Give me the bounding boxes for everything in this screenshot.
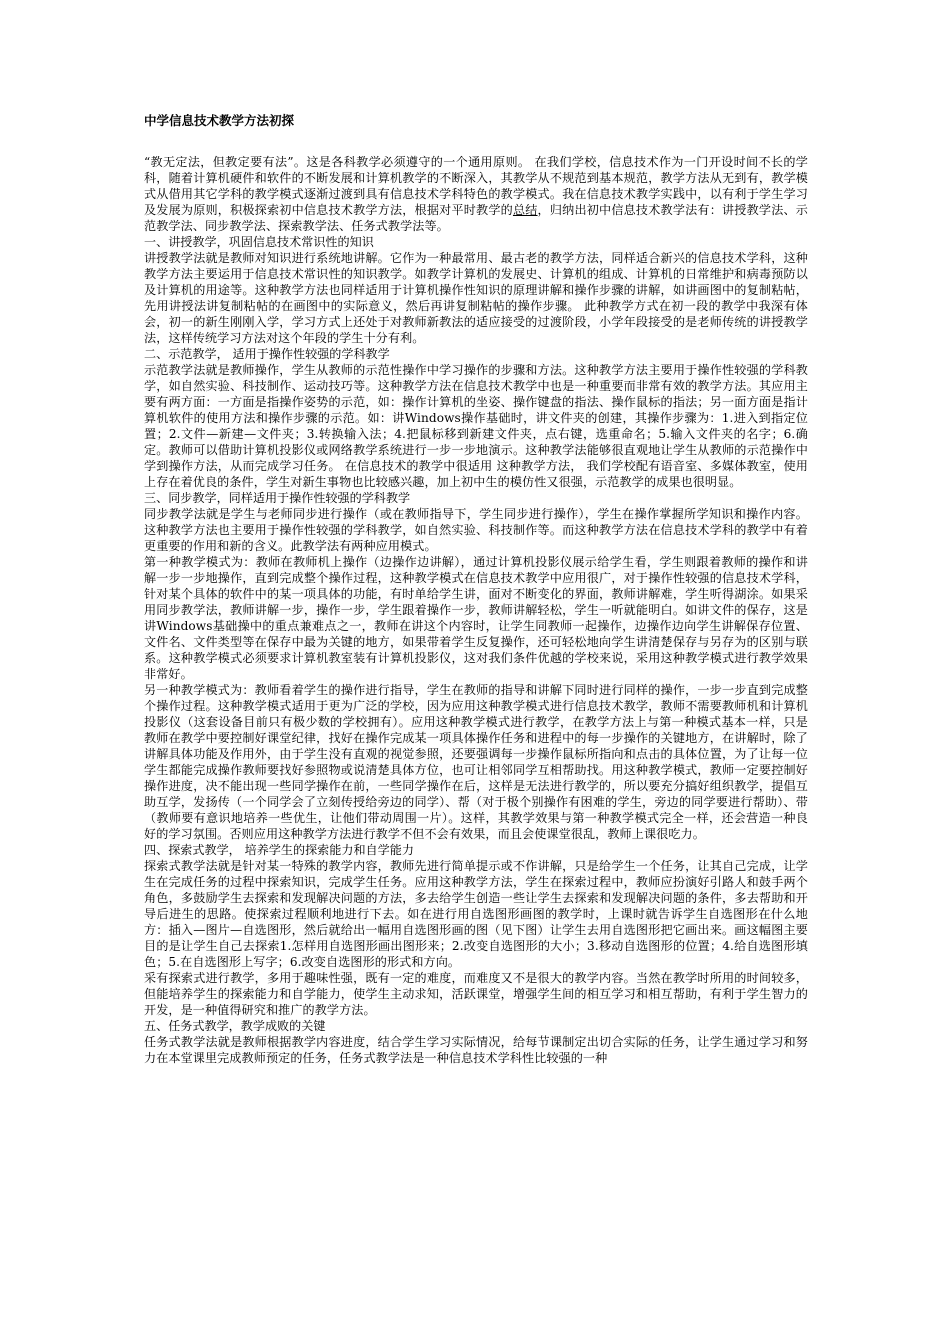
- section-paragraph-4: 探索式教学法就是针对某一特殊的教学内容，教师先进行简单提示或不作讲解，只是给学生一个任务，让其自己完成，让学生在完成任务的过程中探索知识，完成学生任务。应用这种教学方法，学生在探索过程中，教师应扮演好引路人和鼓手两个角色，多鼓励学生去探索和发现解决问题的方法，多去给学生创造一些让学生去探索和发现解决问题的条件，多去帮助和开导后进生的思路。使探索过程顺利地进行下去。如在进行用自选图形画图的教学时，上课时就告诉学生自选图形在什么地方：插入—图片—自选图形，然后就给出一幅用自选图形画的图（见下图）让学生去用自选图形把它画出来。画这幅图主要目的是让学生自己去探索1.怎样用自选图形画出图形来；2.改变自选图形的大小；3.移动自选图形的位置；4.给自选图形填色；5.在自选图形上写字；6.改变自选图形的形式和方向。: [144, 859, 808, 969]
- section-heading-3: 三、同步教学，同样适用于操作性较强的学科教学: [144, 491, 411, 505]
- section-paragraph-2: 示范教学法就是教师操作，学生从教师的示范性操作中学习操作的步骤和方法。这种教学方法主要用于操作性较强的学科教学，如自然实验、科技制作、运动技巧等。这种教学方法在信息技术教学中也是一种重要而非常有效的教学方法。其应用主要有两方面：一方面是指操作姿势的示范，如：操作计算机的坐姿、操作键盘的指法、操作鼠标的指法；另一面方面是指计算机软件的使用方法和操作步骤的示范。如：讲Windows操作基础时，讲文件夹的创建，其操作步骤为：1.进入到指定位置；2.文件—新建—文件夹；3.转换输入法；4.把鼠标移到新建文件夹，点右键，选重命名；5.输入文件夹的名字；6.确定。教师可以借助计算机投影仪或网络教学系统进行一步一步地演示。这种教学法能够很直观地让学生从教师的示范操作中学到操作方法，从而完成学习任务。 在信息技术的教学中很适用 这种教学方法， 我们学校配有语音室、多媒体教室，使用上存在着优良的条件，学生对新生事物也比较感兴趣，加上初中生的模仿性又很强，示范教学的成果也很明显。: [144, 363, 808, 489]
- section-heading-2: 二、示范教学， 适用于操作性较强的学科教学: [144, 347, 390, 361]
- section-paragraph-5: 任务式教学法就是教师根据教学内容进度，结合学生学习实际情况，给每节课制定出切合实际的任务，让学生通过学习和努力在本堂课里完成教师预定的任务，任务式教学法是一种信息技术学科性比较强的一种: [144, 1035, 808, 1065]
- intro-paragraph: [144, 154, 808, 234]
- section-heading-5: 五、任务式教学，教学成败的关键: [144, 1019, 326, 1033]
- section-paragraph-3-mode-2: 另一种教学模式为：教师看着学生的操作进行指导，学生在教师的指导和讲解下同时进行同样的操作，一步一步直到完成整个操作过程。这种教学模式适用于更为广泛的学校，因为应用这种教学模式进行信息技术教学，教师不需要教师机和计算机投影仪（这套设备目前只有极少数的学校拥有）。应用这种教学模式进行教学，在教学方法上与第一种模式基本一样，只是教师在教学中要控制好课堂纪律，找好在操作完成某一项具体操作任务和进程中的每一步操作的关键地方，在讲解时，除了讲解具体功能及作用外，由于学生没有直观的视觉参照，还要强调每一步操作鼠标所指向和点击的具体位置，为了让每一位学生都能完成操作教师要找好参照物或说清楚具体方位，也可让相邻同学互相帮助找。用这种教学模式，教师一定要控制好操作进度，决不能出现一些同学操作在前，一些同学操作在后，这样是无法进行教学的，所以要充分搞好组织教学，提倡互助互学，发扬传（一个同学会了立刻传授给旁边的同学）、帮（对于极个别操作有困难的学生，旁边的同学要进行帮助）、带（教师要有意识地培养一些优生，让他们带动周围一片）。这样，其教学效果与第一种教学模式完全一样，还会营造一种良好的学习氛围。否则应用这种教学方法进行教学不但不会有效果，而且会使课堂很乱，教师上课很吃力。: [144, 683, 808, 841]
- section-heading-4: 四、探索式教学， 培养学生的探索能力和自学能力: [144, 843, 414, 857]
- section-paragraph-3: 同步教学法就是学生与老师同步进行操作（或在教师指导下，学生同步进行操作），学生在操作掌握所学知识和操作内容。这种教学方法也主要用于操作性较强的学科教学，如自然实验、科技制作等。而这种教学方法在信息技术学科的教学中有着更重要的作用和新的含义。此教学法有两种应用模式。: [144, 507, 808, 553]
- summary-link[interactable]: 总结: [512, 203, 538, 217]
- section-paragraph-3-mode-1: 第一种教学模式为：教师在教师机上操作（边操作边讲解），通过计算机投影仪展示给学生看，学生则跟着教师的操作和讲解一步一步地操作，直到完成整个操作过程，这种教学模式在信息技术教学中应用很广，对于操作性较强的信息技术学科，针对某个具体的软件中的某一项具体的功能，有时单给学生讲，面对不断变化的界面，教师讲解难，学生听得湖涂。如果采用同步教学法，教师讲解一步，操作一步，学生跟着操作一步，教师讲解轻松，学生一听就能明白。如讲文件的保存，这是讲Windows基础操中的重点兼难点之一，教师在讲这个内容时，让学生同教师一起操作，边操作边向学生讲解保存位置、文件名、文件类型等在保存中最为关键的地方，如果带着学生反复操作，还可轻松地向学生讲清楚保存与另存为的区别与联系。这种教学模式必须要求计算机教室装有计算机投影仪，这对我们条件优越的学校来说，采用这种教学模式进行教学效果非常好。: [144, 555, 808, 681]
- section-heading-1: 一、讲授教学，巩固信息技术常识性的知识: [144, 235, 374, 249]
- intro-text-b: ，归纳出初中信息技术教学法有：讲授教学法、示范教学法、同步教学法、探索教学法、任务式教学法等。: [144, 203, 808, 233]
- document-page: [144, 112, 808, 1066]
- document-title: 中学信息技术教学方法初探: [144, 113, 295, 128]
- intro-text-a: “教无定法，但教定要有法”。这是各科教学必须遵守的一个通用原则。 在我们学校，信息技术作为一门开设时间不长的学科，随着计算机硬件和软件的不断发展和计算机教学的不断深入，其教学从不规范到基本规范，教学方法从无到有，教学模式从借用其它学科的教学模式逐渐过渡到具有信息技术学科特色的教学模式。我在信息技术教学实践中，以有利于学生学习及发展为原则，积极探索初中信息技术教学方法，根据对平时教学的: [144, 155, 808, 217]
- section-paragraph-4-summary: 采有探索式进行教学，多用于趣味性强，既有一定的难度，而难度又不是很大的教学内容。当然在教学时所用的时间较多，但能培养学生的探索能力和自学能力，使学生主动求知，活跃课堂，增强学生间的相互学习和相互帮助，有利于学生智力的开发，是一种值得研究和推广的教学方法。: [144, 971, 808, 1017]
- section-paragraph-1: 讲授教学法就是教师对知识进行系统地讲解。它作为一种最常用、最古老的教学方法，同样适合新兴的信息技术学科，这种教学方法主要运用于信息技术常识性的知识教学。如教学计算机的发展史、计算机的组成、计算机的日常维护和病毒预防以及计算机的用途等。这种教学方法也同样适用于计算机操作性知识的原理讲解和操作步骤的讲解，如讲画图中的复制粘帖，先用讲授法讲复制粘帖的在画图中的实际意义，然后再讲复制粘帖的操作步骤。 此种教学方式在初一段的教学中我深有体会，初一的新生刚刚入学，学习方式上还处于对教师新教法的适应接受的过渡阶段，小学年段接受的是老师传统的讲授教学法，这样传统学习方法对这个年段的学生十分有利。: [144, 251, 808, 345]
